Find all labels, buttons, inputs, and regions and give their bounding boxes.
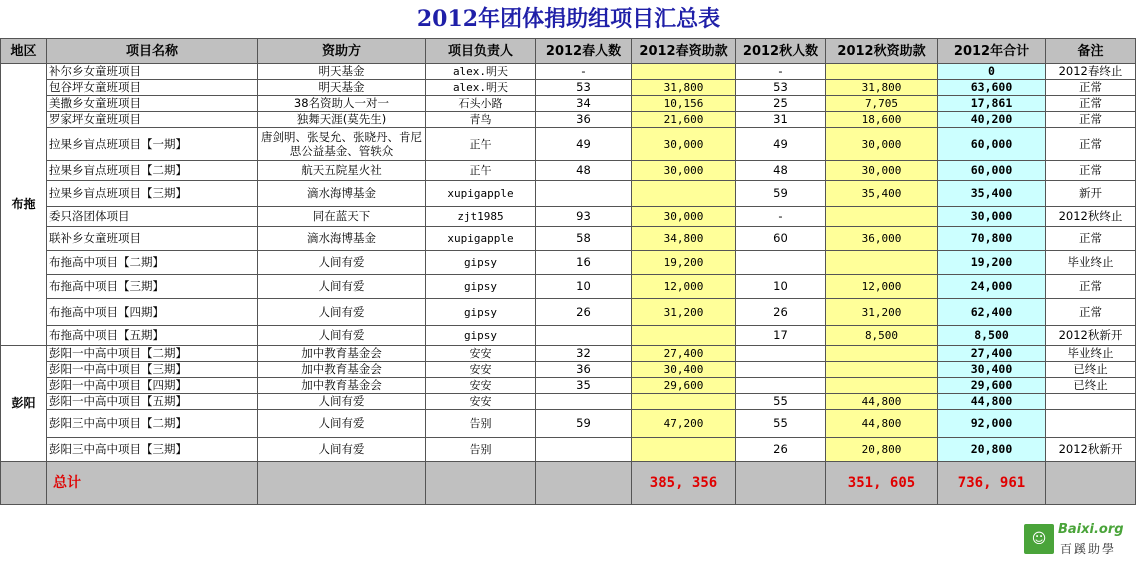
funder: 人间有爱 bbox=[258, 410, 426, 438]
project-owner: alex.明天 bbox=[426, 64, 536, 80]
header-owner: 项目负责人 bbox=[426, 39, 536, 64]
spring-amount: 30,400 bbox=[632, 362, 736, 378]
project-owner: 正午 bbox=[426, 128, 536, 161]
spring-amount bbox=[632, 64, 736, 80]
project-owner: gipsy bbox=[426, 275, 536, 299]
spring-amount: 30,000 bbox=[632, 128, 736, 161]
table-row bbox=[1, 378, 1136, 394]
header-row bbox=[1, 39, 1136, 64]
project-name: 拉果乡盲点班项目【一期】 bbox=[47, 128, 258, 161]
funder: 同在蓝天下 bbox=[258, 207, 426, 227]
funder: 人间有爱 bbox=[258, 438, 426, 462]
note: 2012秋新开 bbox=[1046, 326, 1136, 346]
note: 正常 bbox=[1046, 80, 1136, 96]
people-icon: ☺ bbox=[1024, 524, 1054, 554]
funder: 加中教育基金会 bbox=[258, 378, 426, 394]
autumn-count: 31 bbox=[736, 112, 826, 128]
funder: 38名资助人一对一 bbox=[258, 96, 426, 112]
autumn-count: 26 bbox=[736, 438, 826, 462]
spring-amount: 30,000 bbox=[632, 161, 736, 181]
project-owner: gipsy bbox=[426, 251, 536, 275]
funder: 人间有爱 bbox=[258, 394, 426, 410]
table-row bbox=[1, 362, 1136, 378]
total-autumn: 351, 605 bbox=[826, 462, 938, 505]
autumn-amount: 12,000 bbox=[826, 275, 938, 299]
year-total: 30,000 bbox=[938, 207, 1046, 227]
autumn-amount bbox=[826, 378, 938, 394]
header-region: 地区 bbox=[1, 39, 47, 64]
year-total: 63,600 bbox=[938, 80, 1046, 96]
header-spring-amount: 2012春资助款 bbox=[632, 39, 736, 64]
project-name: 布拖高中项目【二期】 bbox=[47, 251, 258, 275]
project-name: 拉果乡盲点班项目【二期】 bbox=[47, 161, 258, 181]
spring-amount: 21,600 bbox=[632, 112, 736, 128]
note: 2012秋新开 bbox=[1046, 438, 1136, 462]
spring-amount: 10,156 bbox=[632, 96, 736, 112]
project-owner: 安安 bbox=[426, 362, 536, 378]
project-name: 包谷坪女童班项目 bbox=[47, 80, 258, 96]
year-total: 17,861 bbox=[938, 96, 1046, 112]
funder: 人间有爱 bbox=[258, 275, 426, 299]
table-row bbox=[1, 394, 1136, 410]
table-row bbox=[1, 346, 1136, 362]
project-owner: gipsy bbox=[426, 299, 536, 326]
funder: 滴水海博基金 bbox=[258, 227, 426, 251]
project-name: 补尔乡女童班项目 bbox=[47, 64, 258, 80]
table-row bbox=[1, 181, 1136, 207]
project-owner: 安安 bbox=[426, 346, 536, 362]
spring-amount: 19,200 bbox=[632, 251, 736, 275]
table-row bbox=[1, 438, 1136, 462]
spring-count: 36 bbox=[536, 112, 632, 128]
project-name: 彭阳一中高中项目【五期】 bbox=[47, 394, 258, 410]
summary-table bbox=[0, 38, 1136, 505]
total-row bbox=[1, 462, 1136, 505]
year-total: 19,200 bbox=[938, 251, 1046, 275]
note: 毕业终止 bbox=[1046, 251, 1136, 275]
spring-count: 26 bbox=[536, 299, 632, 326]
logo-text-en: Baixi.org bbox=[1058, 522, 1124, 537]
autumn-amount: 8,500 bbox=[826, 326, 938, 346]
note bbox=[1046, 410, 1136, 438]
project-name: 彭阳一中高中项目【三期】 bbox=[47, 362, 258, 378]
note: 新开 bbox=[1046, 181, 1136, 207]
project-name: 彭阳一中高中项目【二期】 bbox=[47, 346, 258, 362]
note: 正常 bbox=[1046, 112, 1136, 128]
spring-amount bbox=[632, 181, 736, 207]
autumn-amount bbox=[826, 207, 938, 227]
spring-count: 36 bbox=[536, 362, 632, 378]
project-name: 联补乡女童班项目 bbox=[47, 227, 258, 251]
note: 2012春终止 bbox=[1046, 64, 1136, 80]
header-funder: 资助方 bbox=[258, 39, 426, 64]
year-total: 70,800 bbox=[938, 227, 1046, 251]
autumn-amount: 44,800 bbox=[826, 394, 938, 410]
project-name: 布拖高中项目【三期】 bbox=[47, 275, 258, 299]
note: 正常 bbox=[1046, 227, 1136, 251]
spring-count: 59 bbox=[536, 410, 632, 438]
note: 2012秋终止 bbox=[1046, 207, 1136, 227]
year-total: 60,000 bbox=[938, 161, 1046, 181]
spring-amount bbox=[632, 326, 736, 346]
year-total: 8,500 bbox=[938, 326, 1046, 346]
region-cell: 彭阳 bbox=[1, 346, 47, 462]
autumn-amount bbox=[826, 64, 938, 80]
project-owner: zjt1985 bbox=[426, 207, 536, 227]
spring-count: 93 bbox=[536, 207, 632, 227]
autumn-count: 10 bbox=[736, 275, 826, 299]
year-total: 44,800 bbox=[938, 394, 1046, 410]
table-row bbox=[1, 326, 1136, 346]
region-cell: 布拖 bbox=[1, 64, 47, 346]
spring-amount: 47,200 bbox=[632, 410, 736, 438]
autumn-count: 26 bbox=[736, 299, 826, 326]
table-row bbox=[1, 410, 1136, 438]
project-owner: 正午 bbox=[426, 161, 536, 181]
project-name: 布拖高中项目【四期】 bbox=[47, 299, 258, 326]
autumn-count: 60 bbox=[736, 227, 826, 251]
spring-amount: 12,000 bbox=[632, 275, 736, 299]
autumn-count: - bbox=[736, 207, 826, 227]
autumn-count: 59 bbox=[736, 181, 826, 207]
project-name: 彭阳三中高中项目【二期】 bbox=[47, 410, 258, 438]
year-total: 35,400 bbox=[938, 181, 1046, 207]
autumn-amount: 36,000 bbox=[826, 227, 938, 251]
year-total: 30,400 bbox=[938, 362, 1046, 378]
project-owner: 石头小路 bbox=[426, 96, 536, 112]
project-name: 美撒乡女童班项目 bbox=[47, 96, 258, 112]
note: 正常 bbox=[1046, 299, 1136, 326]
project-owner: xupigapple bbox=[426, 227, 536, 251]
funder: 明天基金 bbox=[258, 64, 426, 80]
header-autumn-count: 2012秋人数 bbox=[736, 39, 826, 64]
table-row bbox=[1, 96, 1136, 112]
autumn-count bbox=[736, 378, 826, 394]
autumn-count: 17 bbox=[736, 326, 826, 346]
header-note: 备注 bbox=[1046, 39, 1136, 64]
spring-amount: 31,200 bbox=[632, 299, 736, 326]
funder: 人间有爱 bbox=[258, 326, 426, 346]
spring-count: 49 bbox=[536, 128, 632, 161]
spring-count: 48 bbox=[536, 161, 632, 181]
note bbox=[1046, 394, 1136, 410]
page-title: 2012年团体捐助组项目汇总表 bbox=[416, 6, 721, 32]
table-row bbox=[1, 161, 1136, 181]
table-row bbox=[1, 64, 1136, 80]
project-owner: 安安 bbox=[426, 378, 536, 394]
spring-amount: 34,800 bbox=[632, 227, 736, 251]
autumn-count bbox=[736, 362, 826, 378]
autumn-count: 53 bbox=[736, 80, 826, 96]
table-row bbox=[1, 80, 1136, 96]
autumn-count: 55 bbox=[736, 394, 826, 410]
total-year: 736, 961 bbox=[938, 462, 1046, 505]
autumn-amount: 35,400 bbox=[826, 181, 938, 207]
spring-amount: 30,000 bbox=[632, 207, 736, 227]
autumn-amount bbox=[826, 362, 938, 378]
funder: 人间有爱 bbox=[258, 299, 426, 326]
spring-amount: 31,800 bbox=[632, 80, 736, 96]
project-name: 拉果乡盲点班项目【三期】 bbox=[47, 181, 258, 207]
autumn-count: - bbox=[736, 64, 826, 80]
spring-amount: 29,600 bbox=[632, 378, 736, 394]
spring-amount: 27,400 bbox=[632, 346, 736, 362]
header-project: 项目名称 bbox=[47, 39, 258, 64]
autumn-amount: 44,800 bbox=[826, 410, 938, 438]
autumn-amount: 30,000 bbox=[826, 161, 938, 181]
autumn-amount: 31,200 bbox=[826, 299, 938, 326]
note: 正常 bbox=[1046, 275, 1136, 299]
funder: 独舞天涯(莫先生) bbox=[258, 112, 426, 128]
spring-count bbox=[536, 181, 632, 207]
project-name: 彭阳三中高中项目【三期】 bbox=[47, 438, 258, 462]
year-total: 40,200 bbox=[938, 112, 1046, 128]
year-total: 62,400 bbox=[938, 299, 1046, 326]
note: 已终止 bbox=[1046, 362, 1136, 378]
table-row bbox=[1, 251, 1136, 275]
funder: 唐剑明、张旻允、张晓丹、肯尼思公益基金、管轶众 bbox=[258, 128, 426, 161]
spring-count: 32 bbox=[536, 346, 632, 362]
table-row bbox=[1, 275, 1136, 299]
spring-count bbox=[536, 394, 632, 410]
autumn-amount: 20,800 bbox=[826, 438, 938, 462]
spring-count: 10 bbox=[536, 275, 632, 299]
spring-count: 34 bbox=[536, 96, 632, 112]
autumn-amount: 30,000 bbox=[826, 128, 938, 161]
header-autumn-amount: 2012秋资助款 bbox=[826, 39, 938, 64]
autumn-amount bbox=[826, 251, 938, 275]
note: 正常 bbox=[1046, 128, 1136, 161]
project-owner: 安安 bbox=[426, 394, 536, 410]
autumn-amount bbox=[826, 346, 938, 362]
autumn-count bbox=[736, 251, 826, 275]
project-name: 委只洛团体项目 bbox=[47, 207, 258, 227]
autumn-amount: 7,705 bbox=[826, 96, 938, 112]
autumn-amount: 18,600 bbox=[826, 112, 938, 128]
header-spring-count: 2012春人数 bbox=[536, 39, 632, 64]
funder: 滴水海博基金 bbox=[258, 181, 426, 207]
autumn-count bbox=[736, 346, 826, 362]
spring-count: 58 bbox=[536, 227, 632, 251]
total-spring: 385, 356 bbox=[632, 462, 736, 505]
spring-count: 35 bbox=[536, 378, 632, 394]
autumn-count: 48 bbox=[736, 161, 826, 181]
year-total: 27,400 bbox=[938, 346, 1046, 362]
spring-amount bbox=[632, 394, 736, 410]
table-row bbox=[1, 299, 1136, 326]
autumn-amount: 31,800 bbox=[826, 80, 938, 96]
note: 正常 bbox=[1046, 161, 1136, 181]
header-year-total: 2012年合计 bbox=[938, 39, 1046, 64]
table-row bbox=[1, 207, 1136, 227]
year-total: 92,000 bbox=[938, 410, 1046, 438]
project-owner: gipsy bbox=[426, 326, 536, 346]
project-owner: 告别 bbox=[426, 438, 536, 462]
spring-amount bbox=[632, 438, 736, 462]
funder: 人间有爱 bbox=[258, 251, 426, 275]
note: 已终止 bbox=[1046, 378, 1136, 394]
total-label: 总计 bbox=[47, 462, 258, 505]
funder: 加中教育基金会 bbox=[258, 346, 426, 362]
autumn-count: 55 bbox=[736, 410, 826, 438]
table-row bbox=[1, 227, 1136, 251]
year-total: 24,000 bbox=[938, 275, 1046, 299]
project-owner: 青鸟 bbox=[426, 112, 536, 128]
year-total: 20,800 bbox=[938, 438, 1046, 462]
project-name: 彭阳一中高中项目【四期】 bbox=[47, 378, 258, 394]
spring-count: - bbox=[536, 64, 632, 80]
autumn-count: 49 bbox=[736, 128, 826, 161]
table-row bbox=[1, 112, 1136, 128]
year-total: 60,000 bbox=[938, 128, 1046, 161]
year-total: 0 bbox=[938, 64, 1046, 80]
table-row bbox=[1, 128, 1136, 161]
spring-count: 53 bbox=[536, 80, 632, 96]
funder: 加中教育基金会 bbox=[258, 362, 426, 378]
project-name: 布拖高中项目【五期】 bbox=[47, 326, 258, 346]
project-owner: alex.明天 bbox=[426, 80, 536, 96]
spring-count bbox=[536, 438, 632, 462]
funder: 航天五院星火社 bbox=[258, 161, 426, 181]
project-owner: xupigapple bbox=[426, 181, 536, 207]
logo-text-cn: 百蹊助學 bbox=[1060, 542, 1117, 556]
year-total: 29,600 bbox=[938, 378, 1046, 394]
baixi-logo bbox=[1024, 522, 1136, 556]
autumn-count: 25 bbox=[736, 96, 826, 112]
note: 毕业终止 bbox=[1046, 346, 1136, 362]
spring-count: 16 bbox=[536, 251, 632, 275]
spring-count bbox=[536, 326, 632, 346]
project-name: 罗家坪女童班项目 bbox=[47, 112, 258, 128]
project-owner: 告别 bbox=[426, 410, 536, 438]
note: 正常 bbox=[1046, 96, 1136, 112]
funder: 明天基金 bbox=[258, 80, 426, 96]
